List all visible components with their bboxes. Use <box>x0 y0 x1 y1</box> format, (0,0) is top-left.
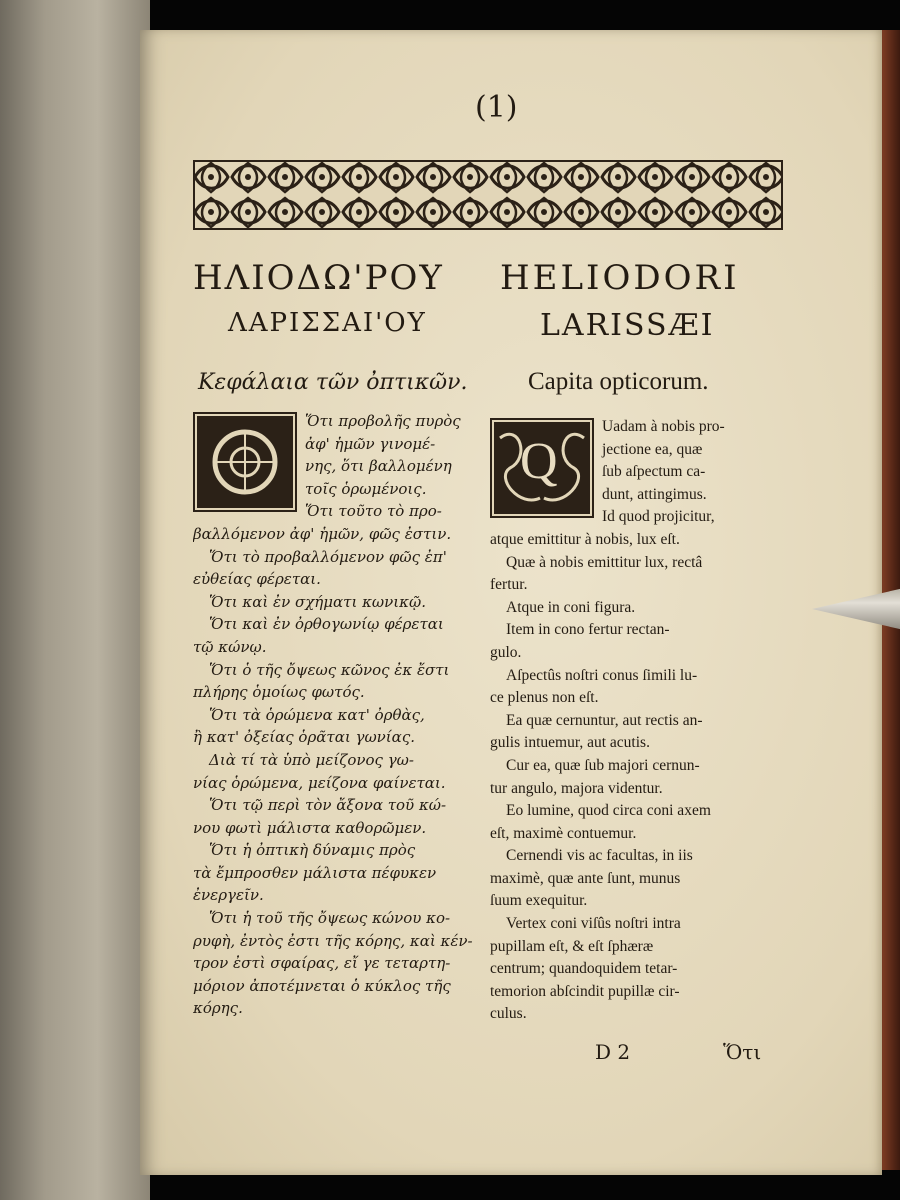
greek-line: Ὅτι τὸ προβαλλόμενον φῶς ἐπ' <box>209 547 447 566</box>
ornamental-headpiece <box>193 160 783 230</box>
greek-line: τὰ ἔμπροσθεν μάλιστα πέφυκεν <box>193 863 437 882</box>
latin-line: Vertex coni viſûs noſtri intra <box>506 915 681 933</box>
greek-line: Ὅτι τοῦτο τὸ προ- <box>305 502 442 521</box>
greek-line: Ὅτι τὰ ὁρώμενα κατ' ὀρθὰς, <box>209 705 425 724</box>
latin-line: dunt, attingimus. <box>602 485 707 503</box>
greek-line: μόριον ἀποτέμνεται ὁ κύκλος τῆς <box>193 976 451 995</box>
latin-line: Atque in coni figura. <box>506 598 636 616</box>
latin-line: ſuum exequitur. <box>490 892 588 910</box>
greek-line: νίας ὁρώμενα, μείζονα φαίνεται. <box>193 773 446 792</box>
greek-line: νης, ὅτι βαλλομένη <box>305 457 452 476</box>
subtitle-greek: ΛΑΡΙΣΣΑΙ'ΟΥ <box>228 308 427 338</box>
title-latin: HELIODORI <box>500 258 740 298</box>
latin-line: fertur. <box>490 576 528 594</box>
subtitle-latin: LARISSÆI <box>540 308 715 343</box>
greek-line: νου φωτὶ μάλιστα καθορῶμεν. <box>193 818 427 837</box>
latin-line: atque emittitur à nobis, lux eſt. <box>490 530 680 548</box>
latin-line: gulis intuemur, aut acutis. <box>490 734 650 752</box>
latin-line: pupillam eſt, & eſt ſphæræ <box>490 937 654 955</box>
facing-page-left <box>0 0 150 1200</box>
latin-line: gulo. <box>490 643 522 661</box>
greek-line: ἐνεργεῖν. <box>193 886 264 905</box>
greek-line: τοῖς ὁρωμένοις. <box>305 479 427 498</box>
latin-line: eſt, maximè contuemur. <box>490 824 637 842</box>
latin-line: culus. <box>490 1005 527 1023</box>
greek-line: Ὅτι ἡ ὀπτικὴ δύναμις πρὸς <box>209 841 416 860</box>
latin-line: Cernendi vis ac facultas, in iis <box>506 847 693 865</box>
latin-line: jectione ea, quæ <box>602 440 703 458</box>
latin-line: Eo lumine, quod circa coni axem <box>506 802 711 820</box>
heading-greek: Κεφάλαια τῶν ὀπτικῶν. <box>198 370 468 395</box>
latin-line: maximè, quæ ante ſunt, munus <box>490 869 681 887</box>
latin-line: Id quod projicitur, <box>602 508 715 526</box>
greek-column <box>193 410 478 1020</box>
greek-line: τρον ἐστὶ σφαίρας, εἴ γε τεταρτη- <box>193 954 451 973</box>
greek-line: ἀφ' ἡμῶν γινομέ- <box>305 434 436 453</box>
latin-line: tur angulo, majora videntur. <box>490 779 663 797</box>
greek-line: Ὅτι ἡ τοῦ τῆς ὄψεως κώνου κο- <box>209 909 451 928</box>
greek-line: ἢ κατ' ὀξείας ὁρᾶται γωνίας. <box>193 728 415 747</box>
latin-line: ſub aſpectum ca- <box>602 463 706 481</box>
greek-line: Ὅτι ὁ τῆς ὄψεως κῶνος ἐκ ἔστι <box>209 660 450 679</box>
greek-line: ρυφὴ, ἐντὸς ἐστι τῆς κόρης, καὶ κέν- <box>193 931 473 950</box>
latin-line: Item in cono fertur rectan- <box>506 621 670 639</box>
greek-line: Ὅτι καὶ ἐν σχήματι κωνικῷ. <box>209 592 427 611</box>
latin-column <box>490 416 775 1026</box>
greek-line: Ὅτι τῷ περὶ τὸν ἄξονα τοῦ κώ- <box>209 796 447 815</box>
catchword: Ὅτι <box>723 1040 762 1064</box>
greek-line: κόρης. <box>193 999 243 1018</box>
greek-line: Διὰ τί τὰ ὑπὸ μείζονος γω- <box>209 750 414 769</box>
latin-line: Ea quæ cernuntur, aut rectis an- <box>506 711 703 729</box>
latin-line: Uadam à nobis pro- <box>602 418 725 435</box>
heading-latin: Capita opticorum. <box>528 368 709 395</box>
latin-line: temorion abſcindit pupillæ cir- <box>490 982 680 1000</box>
page-number: (1) <box>475 90 518 125</box>
title-greek: ΗΛΙΟΔΩ'ΡΟΥ <box>193 258 444 298</box>
greek-line: εὐθείας φέρεται. <box>193 570 321 589</box>
latin-dropcap-letter: Q <box>520 433 558 490</box>
latin-line: Aſpectûs noſtri conus ſimili lu- <box>506 666 698 684</box>
greek-line: τῷ κώνῳ. <box>193 637 267 656</box>
latin-line: Quæ à nobis emittitur lux, rectâ <box>506 553 703 571</box>
latin-line: ce plenus non eſt. <box>490 689 599 707</box>
greek-line: πλήρης ὁμοίως φωτός. <box>193 683 365 702</box>
greek-line: Ὅτι καὶ ἐν ὀρθογωνίῳ φέρεται <box>209 615 444 634</box>
greek-line: βαλλόμενον ἀφ' ἡμῶν, φῶς ἐστιν. <box>193 524 452 543</box>
greek-line: Ὅτι προβολῆς πυρὸς <box>305 412 461 430</box>
latin-line: centrum; quandoquidem tetar- <box>490 960 678 978</box>
signature-mark: D 2 <box>595 1040 631 1064</box>
latin-line: Cur ea, quæ ſub majori cernun- <box>506 756 700 774</box>
